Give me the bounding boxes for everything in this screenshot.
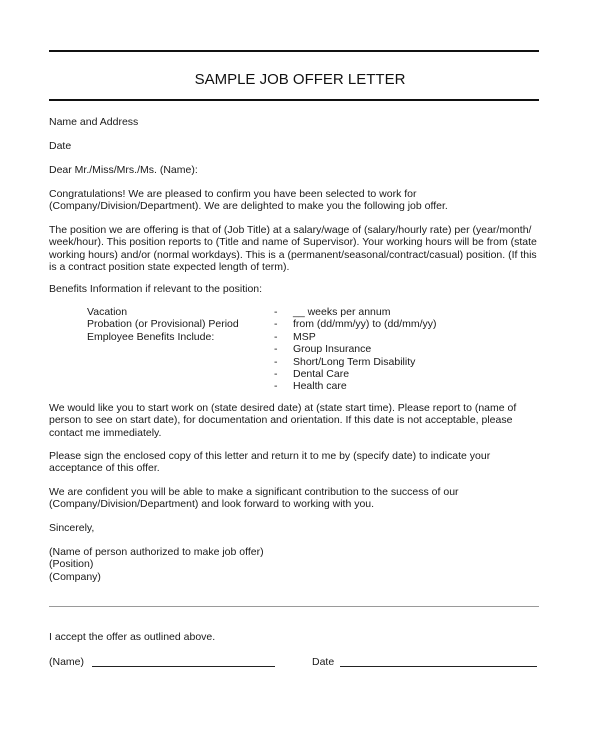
signatory-position: (Position) [49, 558, 94, 571]
paragraph-line: is a contract position state expected length of term). [49, 261, 290, 274]
paragraph-line: contact me immediately. [49, 426, 162, 439]
sign-copy-paragraph [49, 450, 549, 475]
paragraph-line: The position we are offering is that of (Job Title) at a salary/wage of (salary/hourly rate) per (year/month/ [49, 224, 532, 236]
benefit-value: __ weeks per annum [293, 306, 391, 318]
separator-rule [49, 606, 539, 607]
benefits-list [49, 306, 529, 393]
paragraph-line: Congratulations! We are pleased to confirm you have been selected to work for [49, 188, 417, 200]
date-line: Date [49, 140, 72, 152]
list-item [49, 306, 529, 318]
salutation: Dear Mr./Miss/Mrs./Ms. (Name): [49, 164, 198, 176]
list-item [49, 343, 529, 355]
congrats-paragraph [49, 188, 549, 213]
name-address: Name and Address [49, 116, 139, 128]
benefit-value: from (dd/mm/yy) to (dd/mm/yy) [293, 318, 437, 331]
benefit-value: Group Insurance [293, 343, 372, 356]
paragraph-line: working hours) and/or (normal workdays). This is a (permanent/seasonal/contract/casual) position. (If this [49, 248, 537, 261]
benefit-value: Dental Care [293, 367, 350, 380]
benefit-dash: - [274, 343, 278, 356]
benefit-dash: - [274, 318, 278, 331]
benefit-label: Probation (or Provisional) Period [87, 318, 239, 331]
benefit-value: Short/Long Term Disability [293, 355, 416, 368]
signatory-name: (Name of person authorized to make job offer) [49, 546, 264, 558]
paragraph-line: We are confident you will be able to make a significant contribution to the success of our [49, 486, 459, 498]
list-item [49, 331, 529, 343]
closing: Sincerely, [49, 522, 95, 534]
list-item [49, 356, 529, 368]
document-title: SAMPLE JOB OFFER LETTER [194, 71, 406, 88]
start-work-paragraph [49, 402, 549, 439]
signatory-company: (Company) [49, 570, 101, 583]
confident-paragraph [49, 486, 549, 511]
paragraph-line: Please sign the enclosed copy of this letter and return it to me by (specify date) to indicate your [49, 450, 491, 462]
list-item [49, 380, 529, 392]
benefit-dash: - [274, 306, 278, 318]
list-item [49, 318, 529, 330]
benefit-dash: - [274, 355, 278, 368]
list-item [49, 368, 529, 380]
position-paragraph [49, 224, 549, 274]
paragraph-line: person to see on start date), for documentation and orientation. If this date is not acceptable, please [49, 414, 513, 427]
benefit-label: Vacation [87, 306, 128, 318]
date-signature-line[interactable] [340, 666, 537, 667]
name-label: (Name) [49, 656, 85, 668]
paragraph-line: (Company/Division/Department) and look forward to working with you. [49, 498, 375, 511]
acceptance-statement: I accept the offer as outlined above. [49, 631, 216, 643]
benefits-intro: Benefits Information if relevant to the position: [49, 283, 263, 295]
paragraph-line: We would like you to start work on (state desired date) at (state start time). Please report to (name of [49, 402, 517, 414]
paragraph-line: acceptance of this offer. [49, 462, 160, 475]
benefit-dash: - [274, 380, 278, 393]
benefit-value: MSP [293, 330, 316, 343]
paragraph-line: week/hour). This position reports to (Title and name of Supervisor). Your working hours will be from (state [49, 236, 537, 249]
title-rule [49, 99, 539, 101]
top-rule [49, 50, 539, 52]
benefit-dash: - [274, 330, 278, 343]
benefit-dash: - [274, 367, 278, 380]
benefit-label: Employee Benefits Include: [87, 330, 215, 343]
benefit-value: Health care [293, 380, 347, 393]
name-signature-line[interactable] [92, 666, 275, 667]
paragraph-line: (Company/Division/Department). We are delighted to make you the following job offer. [49, 200, 448, 213]
signatory-block [49, 546, 549, 583]
date-label: Date [312, 656, 335, 668]
